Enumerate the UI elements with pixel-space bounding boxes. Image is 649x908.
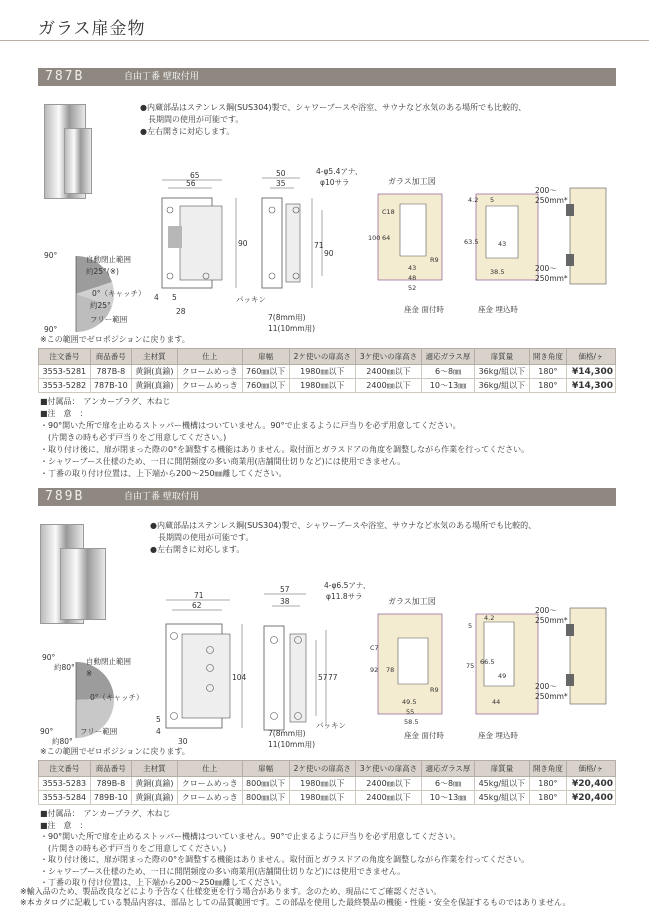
cell: 180°: [529, 379, 566, 393]
angle-bottom-label: 90°: [44, 325, 58, 334]
table-row: [39, 777, 616, 791]
cell: 1980㎜以下: [289, 777, 355, 791]
glass-92: 92: [370, 666, 379, 674]
angle-lower-label: 約25°: [90, 301, 111, 310]
cell: 2400㎜以下: [355, 791, 421, 805]
side-drawing-787b: [236, 160, 370, 338]
footer-line: ※輸入品のため、製品改良などにより予告なく仕様変更を行う場合があります。念のため、現品にてご確認ください。: [20, 887, 442, 896]
glass-b-5: 5: [468, 622, 473, 630]
cell: 3553-5282: [39, 379, 91, 393]
cell: クロームめっき: [177, 791, 242, 805]
price-cell: ¥20,400: [567, 777, 616, 791]
cell: 6～8㎜: [422, 365, 475, 379]
cell: 黄銅(真鍮): [131, 365, 177, 379]
glass-b-665: 66.5: [480, 658, 495, 666]
th: 主材質: [131, 761, 177, 777]
cell: 3553-5283: [39, 777, 91, 791]
note-line: ・シャワーブース仕様のため、一日に開閉頻度の多い商業用(店舗間仕切りなど)には使用できません。: [40, 866, 406, 876]
th: 仕上: [177, 349, 242, 365]
dim-a: 4: [154, 293, 159, 302]
glass-drawing-787b: [368, 188, 548, 300]
th: 商品番号: [90, 349, 131, 365]
glass-b-385: 38.5: [490, 268, 505, 276]
cell: 800㎜以下: [242, 777, 289, 791]
dim-side-57: 57: [318, 673, 328, 682]
th: 商品番号: [90, 761, 131, 777]
cell: 45kg/組以下: [474, 791, 529, 805]
glass-c: C7: [370, 644, 379, 652]
mount-a-787b: 座金 面付時: [404, 305, 444, 314]
cell: 180°: [529, 365, 566, 379]
cell: クロームめっき: [177, 365, 242, 379]
dim-c: 30: [178, 737, 188, 746]
install-text: 250mm*: [535, 196, 568, 205]
washer-label: φ10サラ: [320, 178, 350, 187]
mount-b-789b: 座金 埋込時: [478, 731, 518, 740]
glass-495: 49.5: [402, 698, 417, 706]
th: 適応ガラス厚: [422, 761, 475, 777]
dim-b: 5: [172, 293, 177, 302]
dim-side-inner: 38: [280, 597, 290, 606]
bullet-line: 長期間の使用が可能です。: [150, 533, 254, 542]
note-line: (片開きの時も必ず戸当りをご用意してください。): [40, 433, 227, 442]
cell: 36kg/組以下: [474, 379, 529, 393]
th: 価格/ヶ: [567, 761, 616, 777]
cell: クロームめっき: [177, 777, 242, 791]
footer-notes: [20, 886, 571, 908]
cell: 2400㎜以下: [355, 379, 421, 393]
side-drawing-789b: [256, 580, 379, 750]
th: 注文番号: [39, 761, 91, 777]
install-text: 200～: [535, 186, 557, 195]
cell: 45kg/組以下: [474, 777, 529, 791]
th: 2ケ使いの扉高さ: [289, 349, 355, 365]
note-line: ■注 意 ：: [40, 409, 88, 418]
front-drawing-789b: [152, 588, 252, 748]
mount-b-787b: 座金 埋込時: [478, 305, 518, 314]
band-code: 787B: [45, 69, 85, 84]
price-cell: ¥14,300: [567, 379, 616, 393]
section-band-789b: [38, 488, 616, 506]
holes-label: 4-φ5.4アナ、: [316, 167, 363, 176]
dim-side-77: 77: [328, 673, 338, 682]
angle-zero-label: 0°（キャッチ）: [92, 289, 146, 298]
band-subtitle: 自由丁番 壁取付用: [124, 492, 199, 502]
note-line: ■注 意 ：: [40, 820, 88, 830]
angle-lower-label: 約80°: [52, 737, 73, 746]
th: 2ケ使いの扉高さ: [289, 761, 355, 777]
th: 適応ガラス厚: [422, 349, 475, 365]
front-drawing-787b: [150, 168, 250, 318]
cell: 1980㎜以下: [289, 379, 355, 393]
dim-a: 5: [156, 715, 161, 724]
note-line: ・丁番の取り付け位置は、上下端から200～250㎜離してください。: [40, 878, 287, 887]
angle-auto-label: 自動閉止範囲: [86, 255, 131, 264]
cell: 36kg/組以下: [474, 365, 529, 379]
dim-side-inner: 35: [276, 179, 286, 188]
glass-b-43: 43: [498, 240, 507, 248]
dim-b: 4: [156, 727, 161, 736]
dim-height: 104: [232, 673, 247, 682]
glass-78: 78: [386, 666, 395, 674]
glass-b-44: 44: [492, 698, 501, 706]
dim-side-width: 57: [280, 585, 290, 594]
install-top-787b: [535, 186, 568, 206]
dim-inner: 56: [186, 179, 196, 188]
cell: 2400㎜以下: [355, 365, 421, 379]
th: 扉幅: [242, 761, 289, 777]
glass-b-42: 4.2: [468, 196, 479, 204]
th: 注文番号: [39, 349, 91, 365]
dim-c: 28: [176, 307, 186, 316]
glass-h2: 64: [382, 234, 391, 242]
install-bottom-789b: [535, 682, 568, 702]
glass-55: 55: [406, 708, 415, 716]
th: 仕上: [177, 761, 242, 777]
glass-48: 48: [408, 274, 417, 282]
th: 扉質量: [474, 349, 529, 365]
washer-label: φ11.8サラ: [326, 592, 363, 601]
bullet-line: ●内蔵部品はステンレス鋼(SUS304)製で、シャワーブースや浴室、サウナなど水気のある場所でも比較的、: [140, 103, 527, 112]
table-row: [39, 379, 616, 393]
glass-43: 43: [408, 264, 417, 272]
th: 扉質量: [474, 761, 529, 777]
angle-free-label: フリー範囲: [80, 727, 118, 736]
cell: 787B-8: [90, 365, 131, 379]
angle-top-label: 90°: [44, 251, 58, 260]
cell: 黄銅(真鍮): [131, 791, 177, 805]
dim-glass10: 11(10mm用): [268, 324, 316, 333]
glass-b-49: 49: [498, 672, 507, 680]
cell: 180°: [529, 791, 566, 805]
notes-787b: [40, 396, 529, 480]
cell: 800㎜以下: [242, 791, 289, 805]
price-cell: ¥20,400: [567, 791, 616, 805]
install-bottom-787b: [535, 264, 568, 284]
cell: 760㎜以下: [242, 379, 289, 393]
dim-inner: 62: [192, 601, 202, 610]
glass-b-5: 5: [490, 196, 495, 204]
dim-glass8: 7(8mm用): [268, 313, 306, 322]
install-text: 200～: [535, 606, 557, 615]
product-photo-787b-leaf: [64, 128, 92, 194]
bullet-line: 長期間の使用が可能です。: [140, 115, 244, 124]
angle-top-label: 90°: [42, 653, 56, 662]
dim-glass10: 11(10mm用): [268, 740, 316, 749]
cell: 1980㎜以下: [289, 365, 355, 379]
table-row: [39, 791, 616, 805]
glass-label-789b: ガラス加工図: [388, 597, 436, 606]
table-header-row: [39, 761, 616, 777]
install-text: 200～: [535, 682, 557, 691]
angle-mark: ※: [86, 669, 93, 678]
spec-table-787b: [38, 348, 616, 393]
th: 開き角度: [529, 761, 566, 777]
angle-auto-val: 約80°: [54, 663, 75, 672]
angle-auto-value: 約25°(※): [86, 267, 119, 276]
band-code: 789B: [45, 489, 85, 504]
cell: 6～8㎜: [422, 777, 475, 791]
angle-labels-789b: [38, 652, 158, 748]
glass-52: 52: [408, 284, 417, 292]
bullet-line: ●左右開きに対応します。: [140, 127, 235, 136]
angle-bottom-label: 90°: [40, 727, 54, 736]
product-photo-789b-leaf: [60, 548, 106, 620]
glass-label-787b: ガラス加工図: [388, 177, 436, 186]
note-line: ・取り付け後に、扉が閉まった際の0°を調整する機能はありません。取付面とガラスドアの角度を調整しながら作業を行ってください。: [40, 445, 530, 454]
dim-glass8: 7(8mm用): [268, 729, 306, 738]
angle-auto-label: 自動閉止範囲: [86, 657, 131, 666]
dim-height: 90: [238, 239, 248, 248]
cell: 787B-10: [90, 379, 131, 393]
notes-789b: [40, 808, 529, 889]
note-line: (片開きの時も必ず戸当りをご用意してください。): [40, 843, 227, 853]
th: 主材質: [131, 349, 177, 365]
bullets-787b: [140, 102, 526, 138]
packing-label: パッキン: [236, 295, 266, 304]
zero-note-787b: ※この範囲でゼロポジションに戻ります。: [40, 335, 190, 344]
note-line: ・シャワーブース仕様のため、一日に開閉頻度の多い商業用(店舗間仕切りなど)には使用できません。: [40, 457, 406, 466]
packing-label: パッキン: [316, 721, 346, 730]
table-row: [39, 365, 616, 379]
page-title: ガラス扉金物: [38, 19, 146, 39]
cell: 10～13㎜: [422, 379, 475, 393]
angle-zero-label: 0°（キャッチ）: [90, 693, 144, 702]
cell: 2400㎜以下: [355, 777, 421, 791]
dim-side-width: 50: [276, 169, 286, 178]
note-line: ・丁番の取り付け位置は、上下端から200～250㎜離してください。: [40, 469, 287, 478]
section-band-787b: [38, 68, 616, 86]
cell: 789B-8: [90, 777, 131, 791]
cell: クロームめっき: [177, 379, 242, 393]
install-text: 250mm*: [535, 274, 568, 283]
cell: 3553-5281: [39, 365, 91, 379]
glass-b-635: 63.5: [464, 238, 479, 246]
dim-side-height: 90: [324, 249, 334, 258]
cell: 789B-10: [90, 791, 131, 805]
mount-a-789b: 座金 面付時: [404, 731, 444, 740]
install-text: 250mm*: [535, 616, 568, 625]
note-line: ■付属品： アンカープラグ、木ねじ: [40, 397, 171, 406]
note-line: ・90°開いた所で扉を止めるストッパー機構はついていません。90°で止まるように戸当りを必ず用意してください。: [40, 832, 461, 841]
holes-label: 4-φ6.5アナ、: [324, 581, 371, 590]
bullets-789b: [150, 520, 536, 556]
th: 3ケ使いの扉高さ: [355, 761, 421, 777]
glass-b-75: 75: [466, 662, 475, 670]
band-subtitle: 自由丁番 壁取付用: [124, 72, 199, 82]
glass-b-42: 4.2: [484, 614, 495, 622]
bullet-line: ●内蔵部品はステンレス鋼(SUS304)製で、シャワーブースや浴室、サウナなど水気のある場所でも比較的、: [150, 521, 537, 530]
cell: 1980㎜以下: [289, 791, 355, 805]
th: 開き角度: [529, 349, 566, 365]
th: 価格/ヶ: [567, 349, 616, 365]
glass-drawing-789b: [368, 608, 548, 730]
note-line: ■付属品： アンカープラグ、木ねじ: [40, 809, 171, 818]
dim-width: 71: [194, 591, 204, 600]
cell: 760㎜以下: [242, 365, 289, 379]
footer-line: ※本カタログに記載している製品内容は、部品としての品質範囲です。この部品を使用した最終製品の機能・性能・安全を保証するものではありません。: [20, 898, 571, 907]
glass-c: C18: [382, 208, 395, 216]
dim-width: 65: [190, 171, 200, 180]
note-line: ・90°開いた所で扉を止めるストッパー機構はついていません。90°で止まるように戸当りを必ず用意してください。: [40, 421, 461, 430]
cell: 10～13㎜: [422, 791, 475, 805]
glass-r: R9: [430, 686, 439, 694]
th: 扉幅: [242, 349, 289, 365]
bullet-line: ●左右開きに対応します。: [150, 545, 245, 554]
angle-free-label: フリー範囲: [90, 315, 128, 324]
glass-h: 100: [368, 234, 381, 242]
angle-labels-787b: [38, 250, 158, 340]
cell: 3553-5284: [39, 791, 91, 805]
spec-table-789b: [38, 760, 616, 805]
price-cell: ¥14,300: [567, 365, 616, 379]
glass-585: 58.5: [404, 718, 419, 726]
install-top-789b: [535, 606, 568, 626]
table-header-row: [39, 349, 616, 365]
cell: 黄銅(真鍮): [131, 379, 177, 393]
install-text: 250mm*: [535, 692, 568, 701]
dim-side-holes: 71: [314, 241, 324, 250]
cell: 黄銅(真鍮): [131, 777, 177, 791]
cell: 180°: [529, 777, 566, 791]
zero-note-789b: ※この範囲でゼロポジションに戻ります。: [40, 747, 190, 756]
note-line: ・取り付け後に、扉が閉まった際の0°を調整する機能はありません。取付面とガラスドアの角度を調整しながら作業を行ってください。: [40, 855, 530, 864]
install-text: 200～: [535, 264, 557, 273]
th: 3ケ使いの扉高さ: [355, 349, 421, 365]
title-rule: [0, 40, 649, 41]
glass-r: R9: [430, 256, 439, 264]
